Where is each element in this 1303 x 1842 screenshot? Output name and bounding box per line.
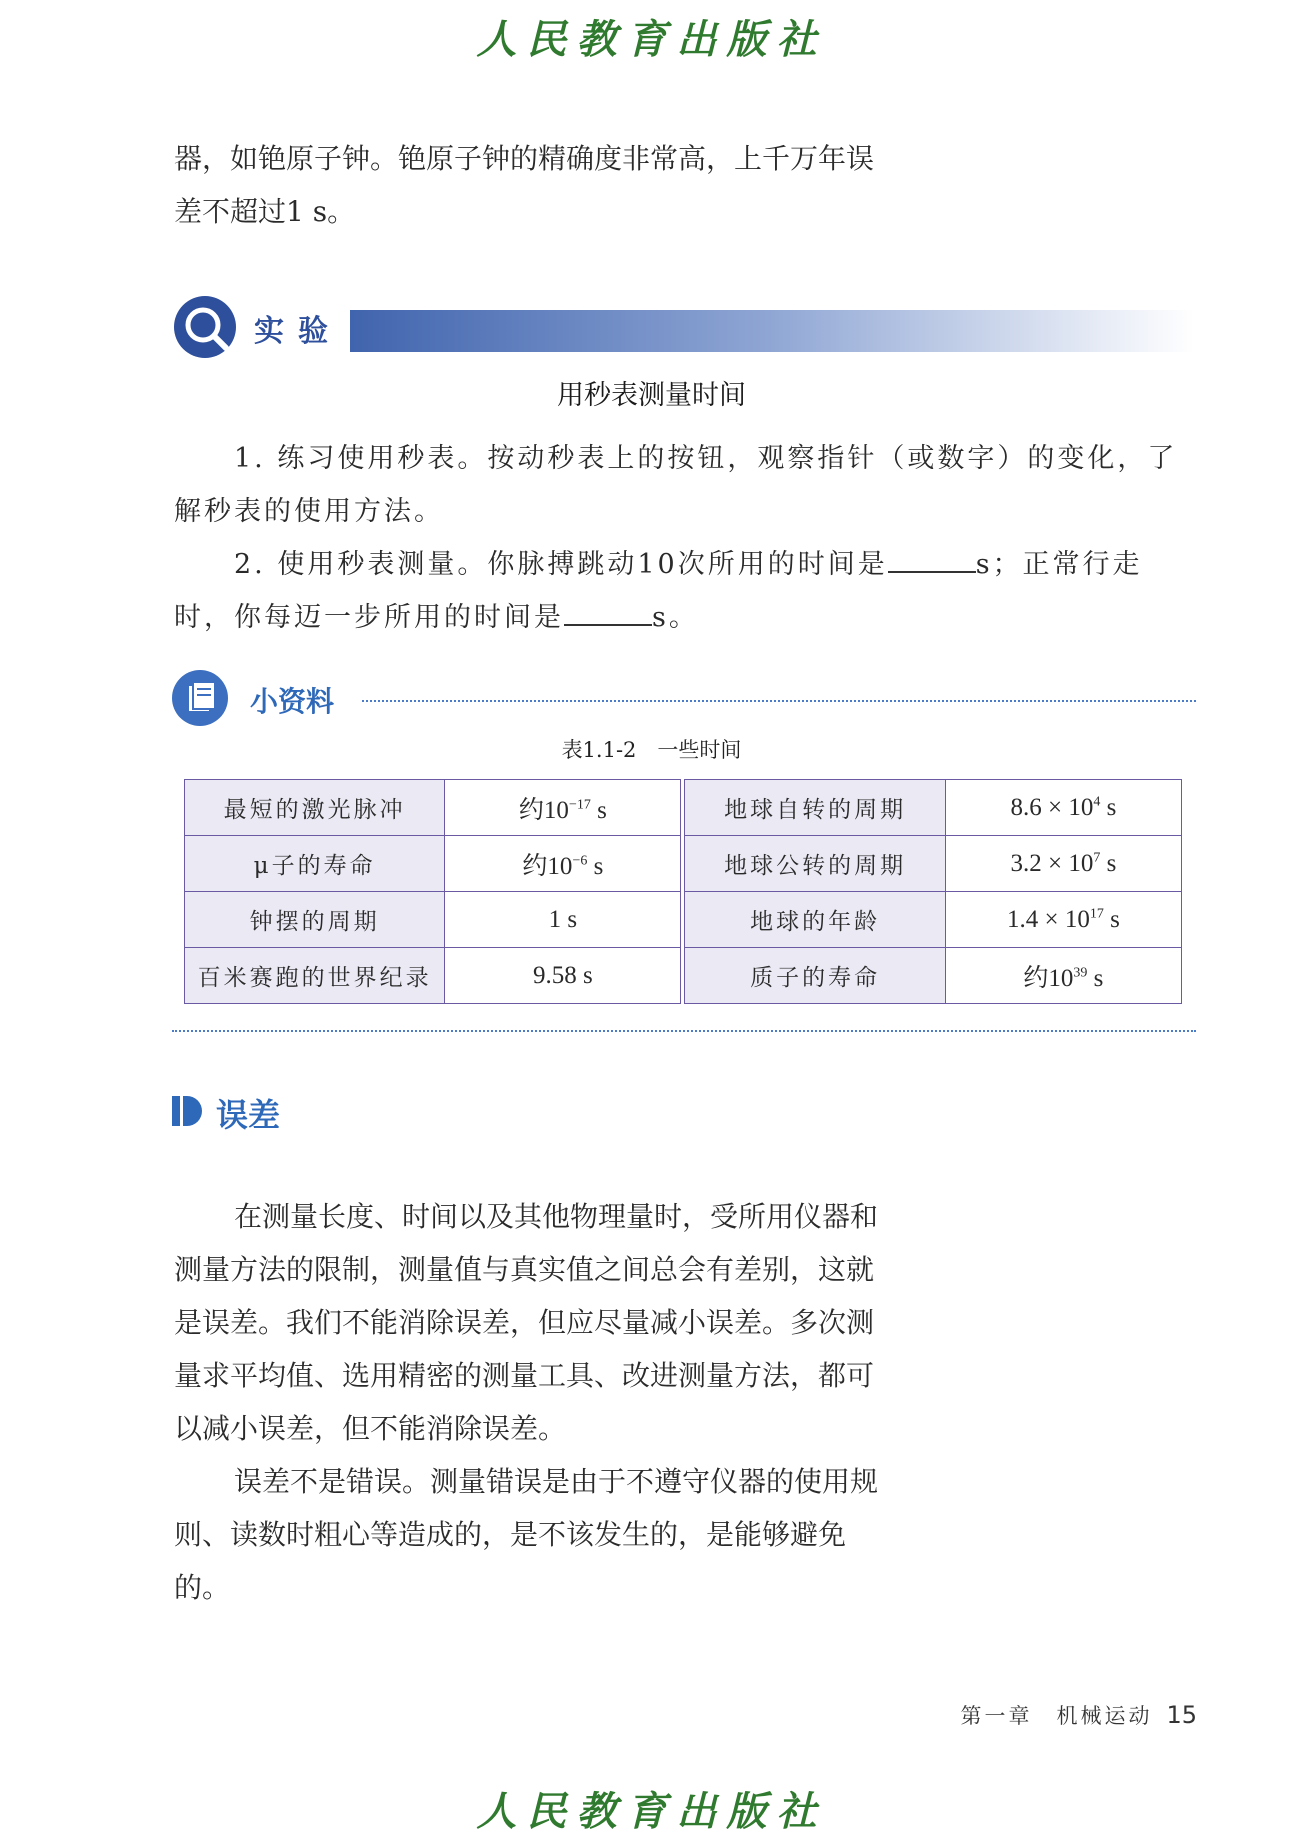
time-table — [184, 779, 1182, 1004]
intro-paragraph — [174, 132, 894, 238]
chapter-title: 第一章 机械运动 — [960, 1704, 1153, 1728]
page-number: 15 — [1166, 1701, 1197, 1729]
error-paragraph-1: 在测量长度、时间以及其他物理量时，受所用仪器和测量方法的限制，测量值与真实值之间总会有差别，这就是误差。我们不能消除误差，但应尽量减小误差。多次测量求平均值、选用精密的测量工具、改进测量方法，都可以减小误差，但不能消除误差。 — [174, 1200, 879, 1445]
table-cell: 1 s — [445, 892, 681, 948]
table-row — [185, 780, 1182, 836]
intro-text: 器，如铯原子钟。铯原子钟的精确度非常高，上千万年误差不超过1 s。 — [174, 142, 875, 228]
answer-blank-pulse — [888, 547, 976, 573]
table-cell: $1.4 \times 10^{17}$ s — [945, 892, 1181, 948]
table-cell: $8.6 \times 10^4$ s — [945, 780, 1181, 836]
table-cell: μ子的寿命 — [185, 836, 445, 892]
divider — [172, 1030, 1196, 1032]
table-cell: 地球自转的周期 — [685, 780, 945, 836]
table-cell: 9.58 s — [445, 948, 681, 1004]
table-cell: 地球公转的周期 — [685, 836, 945, 892]
experiment-item-1 — [174, 432, 1194, 538]
answer-blank-step — [564, 600, 652, 626]
experiment-item-2 — [174, 538, 1194, 644]
experiment-item-2-part2: s；正常行走时，你每迈一步所用的时间是 — [174, 549, 1143, 633]
table-cell: $3.2 \times 10^7$ s — [945, 836, 1181, 892]
section-title: 误差 — [216, 1096, 281, 1134]
table-cell: 约$10^{-17}$ s — [445, 780, 681, 836]
error-paragraphs — [174, 1190, 894, 1614]
experiment-item-1-text: 1. 练习使用秒表。按动秒表上的按钮，观察指针（或数字）的变化，了解秒表的使用方法。 — [174, 443, 1178, 527]
publisher-logo-bottom: 人民教育出版社 — [476, 1788, 827, 1835]
table-caption: 表1.1-2 一些时间 — [561, 738, 742, 762]
experiment-item-2-part3: s。 — [652, 602, 699, 633]
page-footer — [960, 1700, 1197, 1730]
experiment-title: 用秒表测量时间 — [557, 380, 746, 411]
book-icon — [172, 670, 228, 726]
table-row — [185, 948, 1182, 1004]
table-cell: 约$10^{-6}$ s — [445, 836, 681, 892]
experiment-header-bar — [344, 310, 1194, 352]
experiment-label: 实验 — [254, 314, 342, 349]
divider — [362, 700, 1196, 702]
magnifier-icon — [174, 296, 236, 358]
table-cell: 地球的年龄 — [685, 892, 945, 948]
table-cell: 约$10^{39}$ s — [945, 948, 1181, 1004]
experiment-item-2-part1: 2. 使用秒表测量。你脉搏跳动10次所用的时间是 — [234, 549, 888, 580]
table-row — [185, 892, 1182, 948]
table-cell: 百米赛跑的世界纪录 — [185, 948, 445, 1004]
publisher-logo-top: 人民教育出版社 — [476, 16, 827, 63]
table-cell: 钟摆的周期 — [185, 892, 445, 948]
table-row — [185, 836, 1182, 892]
table-cell: 质子的寿命 — [685, 948, 945, 1004]
error-paragraph-2: 误差不是错误。测量错误是由于不遵守仪器的使用规则、读数时粗心等造成的，是不该发生的，是能够避免的。 — [174, 1465, 879, 1604]
table-cell: 最短的激光脉冲 — [185, 780, 445, 836]
info-label: 小资料 — [250, 685, 335, 718]
section-marker-icon — [172, 1096, 202, 1126]
experiment-header — [174, 296, 1194, 358]
